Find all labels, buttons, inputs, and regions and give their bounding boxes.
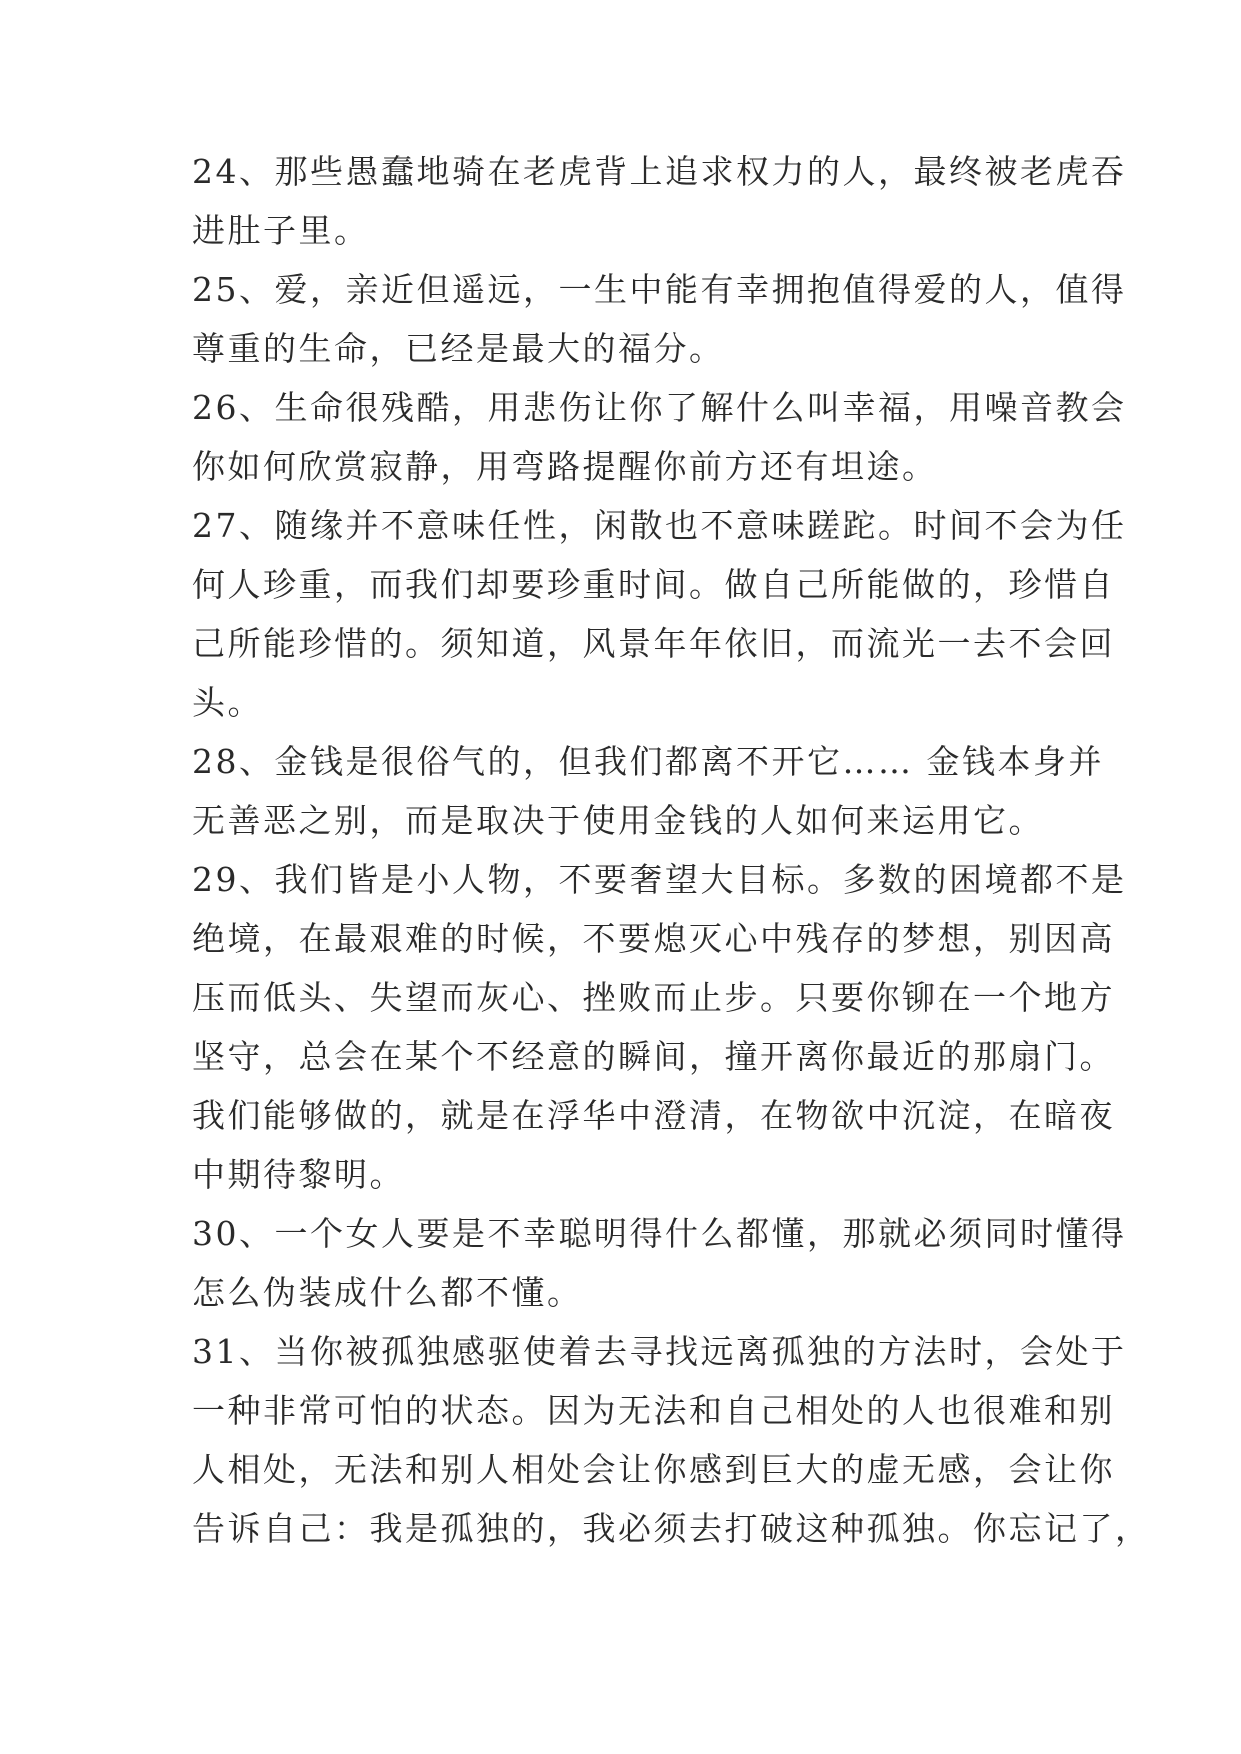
text-line: 坚守，总会在某个不经意的瞬间，撞开离你最近的那扇门。 [192,1037,1115,1076]
text-line: 人相处，无法和别人相处会让你感到巨大的虚无感，会让你 [192,1450,1115,1489]
text-line: 何人珍重，而我们却要珍重时间。做自己所能做的，珍惜自 [192,565,1115,604]
text-line: 我们能够做的，就是在浮华中澄清，在物欲中沉淀，在暗夜 [192,1096,1115,1135]
text-line: 29、我们皆是小人物，不要奢望大目标。多数的困境都不是 [192,860,1127,899]
text-line: 27、随缘并不意味任性，闲散也不意味蹉跎。时间不会为任 [192,506,1127,545]
text-line: 告诉自己：我是孤独的，我必须去打破这种孤独。你忘记了， [192,1509,1151,1548]
text-line: 26、生命很残酷，用悲伤让你了解什么叫幸福，用噪音教会 [192,388,1127,427]
text-line: 尊重的生命，已经是最大的福分。 [192,329,725,368]
text-line: 头。 [192,683,263,722]
text-line: 25、爱，亲近但遥远，一生中能有幸拥抱值得爱的人，值得 [192,270,1127,309]
text-line: 31、当你被孤独感驱使着去寻找远离孤独的方法时，会处于 [192,1332,1127,1371]
text-line: 24、那些愚蠢地骑在老虎背上追求权力的人，最终被老虎吞 [192,152,1127,191]
text-line: 己所能珍惜的。须知道，风景年年依旧，而流光一去不会回 [192,624,1115,663]
text-line: 30、一个女人要是不幸聪明得什么都懂，那就必须同时懂得 [192,1214,1127,1253]
text-line: 压而低头、失望而灰心、挫败而止步。只要你铆在一个地方 [192,978,1115,1017]
text-line: 绝境，在最艰难的时候，不要熄灭心中残存的梦想，别因高 [192,919,1115,958]
text-line: 你如何欣赏寂静，用弯路提醒你前方还有坦途。 [192,447,938,486]
text-line: 进肚子里。 [192,211,370,250]
text-line: 一种非常可怕的状态。因为无法和自己相处的人也很难和别 [192,1391,1115,1430]
text-line: 无善恶之别，而是取决于使用金钱的人如何来运用它。 [192,801,1044,840]
text-line: 28、金钱是很俗气的，但我们都离不开它…… 金钱本身并 [192,742,1104,781]
text-line: 中期待黎明。 [192,1155,405,1194]
text-line: 怎么伪装成什么都不懂。 [192,1273,583,1312]
